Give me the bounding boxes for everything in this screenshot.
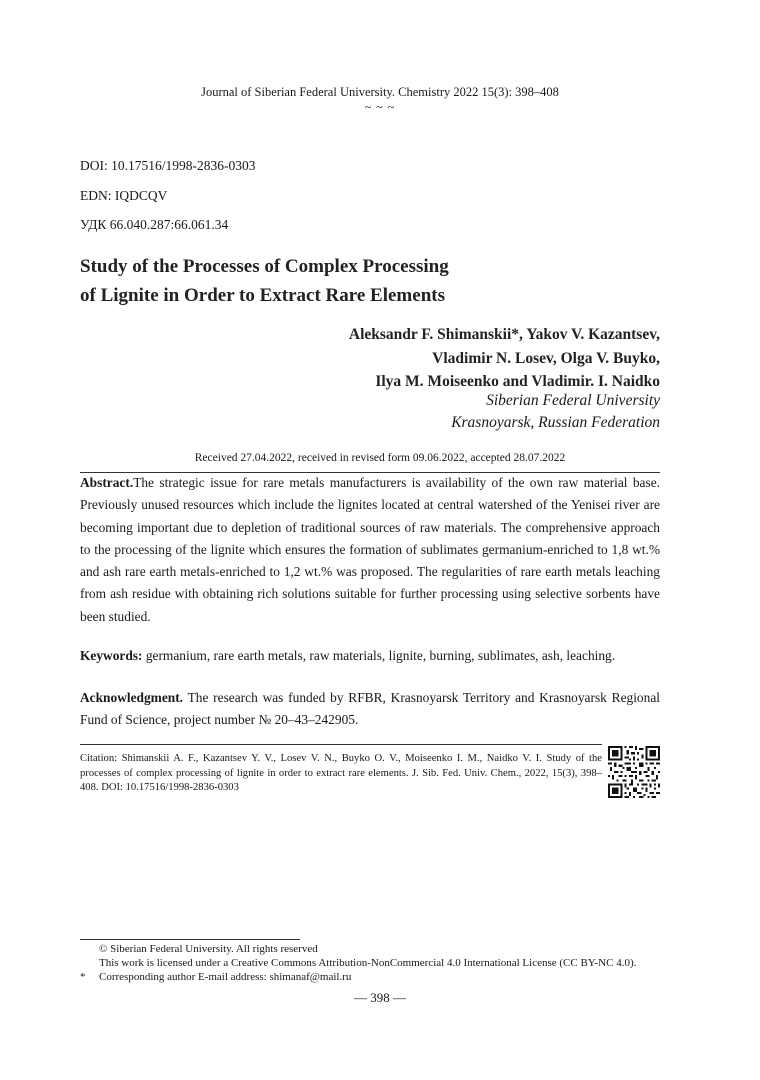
author-line: Ilya M. Moiseenko and Vladimir. I. Naidko xyxy=(375,373,660,390)
abstract-text: The strategic issue for rare metals manufacturers is availability of the own raw material base. Previously unused resources which include the lignites located at central watershed of the Yenisei river are becoming important due to depletion of traditional sources of raw materials. The comprehensive approach to the processing of the lignite which ensures the formation of sublimates germanium-enriched to 1,8 wt.% and ash rare earth metals-enriched to 1,2 wt.% was proposed. The regularities of rare earth metals leaching from ash residue with obtaining rich solutions suitable for further processing using selective sorbents have been studied. xyxy=(80,475,660,624)
header-ornament: ~ ~ ~ xyxy=(364,100,396,114)
footnote-corresponding-author: Corresponding author E-mail address: shimanaf@mail.ru xyxy=(99,971,352,983)
received-dates: Received 27.04.2022, received in revised form 09.06.2022, accepted 28.07.2022 xyxy=(194,452,566,464)
footnote-star: * xyxy=(80,971,86,983)
title-line: Study of the Processes of Complex Processing xyxy=(80,256,449,277)
acknowledgment-label: Acknowledgment. xyxy=(80,690,184,705)
keywords-text: germanium, rare earth metals, raw materials, lignite, burning, sublimates, ash, leaching. xyxy=(142,648,616,663)
udk-line: УДК 66.040.287:66.061.34 xyxy=(80,217,229,232)
paper-title xyxy=(80,252,680,310)
doi-line: DOI: 10.17516/1998-2836-0303 xyxy=(80,158,256,173)
edn-line: EDN: IQDCQV xyxy=(80,188,168,203)
footnote-license: This work is licensed under a Creative Commons Attribution-NonCommercial 4.0 International License (CC BY-NC 4.0). xyxy=(99,957,637,969)
title-line: of Lignite in Order to Extract Rare Elements xyxy=(80,285,445,306)
author-line: Vladimir N. Losev, Olga V. Buyko, xyxy=(432,349,660,367)
acknowledgment xyxy=(80,687,660,731)
divider xyxy=(80,744,602,745)
author-list xyxy=(349,323,660,394)
page-number: — 398 — xyxy=(354,990,406,1005)
keywords-label: Keywords: xyxy=(80,648,143,663)
footnote-divider xyxy=(80,939,300,940)
affiliation-line: Krasnoyarsk, Russian Federation xyxy=(451,414,660,431)
affiliation xyxy=(451,390,660,434)
citation: Citation: Shimanskii A. F., Kazantsev Y. V., Losev V. N., Buyko O. V., Moiseenko I. M., Naidko V. I. Study of the processes of complex processing of lignite in order to extract rare elements. J. Sib. Fed. Univ. Chem., 2022, 15(3), 398–408. DOI: 10.17516/1998-2836-0303 xyxy=(80,753,602,793)
author-line: Aleksandr F. Shimanskii*, Yakov V. Kazantsev, xyxy=(348,326,660,343)
keywords xyxy=(80,645,660,667)
footnote-copyright: © Siberian Federal University. All rights reserved xyxy=(99,943,318,955)
acknowledgment-text: The research was funded by RFBR, Krasnoyarsk Territory and Krasnoyarsk Regional Fund of Science, project number № 20–43–242905. xyxy=(80,690,660,727)
journal-header: Journal of Siberian Federal University. Chemistry 2022 15(3): 398–408 xyxy=(201,85,559,99)
abstract-label: Abstract. xyxy=(80,475,134,490)
qr-code-icon xyxy=(608,746,660,798)
affiliation-line: Siberian Federal University xyxy=(486,392,660,409)
abstract xyxy=(80,472,660,628)
